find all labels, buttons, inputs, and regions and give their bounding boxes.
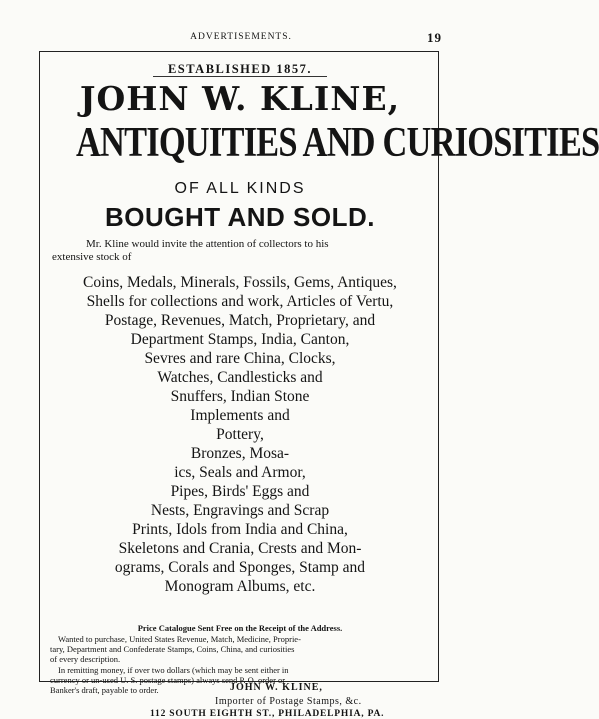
stock-line: Sevres and rare China, Clocks, xyxy=(144,350,336,367)
intro-line: extensive stock of xyxy=(52,251,132,263)
intro-line: Mr. Kline would invite the attention of collectors to his xyxy=(86,238,329,250)
stock-line: Postage, Revenues, Match, Proprietary, and xyxy=(104,312,376,329)
page-number: 19 xyxy=(427,30,442,45)
remit-line: currency or un-used U. S. postage stamps) always send P. O. order or xyxy=(50,675,286,685)
catalogue-note: Price Catalogue Sent Free on the Receipt of the Address. xyxy=(137,623,343,633)
established-line: ESTABLISHED 1857. xyxy=(167,62,313,76)
stock-line: ograms, Corals and Sponges, Stamp and xyxy=(114,559,366,576)
stock-line: Implements and xyxy=(190,407,290,424)
wanted-paragraph xyxy=(50,634,430,664)
stock-line: Monogram Albums, etc. xyxy=(164,578,316,595)
stock-line: Nests, Engravings and Scrap xyxy=(150,502,330,519)
intro-text xyxy=(52,238,430,264)
tagline: BOUGHT AND SOLD. xyxy=(105,202,375,232)
subhead: OF ALL KINDS xyxy=(174,180,306,197)
stock-line: Watches, Candlesticks and xyxy=(157,369,323,386)
stock-line: Shells for collections and work, Articles of Vertu, xyxy=(86,293,394,310)
remit-line: Banker's draft, payable to order. xyxy=(50,685,159,695)
signature-title: Importer of Postage Stamps, &c. xyxy=(215,696,362,707)
advertiser-name: JOHN W. KLINE, xyxy=(79,79,401,118)
signature-name: JOHN W. KLINE, xyxy=(230,682,323,693)
stock-line: Snuffers, Indian Stone xyxy=(170,388,310,405)
advertisement-box xyxy=(39,51,599,719)
wanted-line: Wanted to purchase, United States Revenue, Match, Medicine, Proprie- xyxy=(58,634,301,644)
remit-line: In remitting money, if over two dollars (which may be sent either in xyxy=(58,665,289,675)
stock-line: Pipes, Birds' Eggs and xyxy=(170,483,310,500)
running-head xyxy=(40,32,442,46)
stock-line: Skeletons and Crania, Crests and Mon- xyxy=(118,540,362,557)
stock-line: Bronzes, Mosa- xyxy=(190,445,290,462)
running-head-title: ADVERTISEMENTS. xyxy=(190,32,292,42)
headline: ANTIQUITIES AND CURIOSITIES xyxy=(76,120,599,166)
wanted-line: tary, Department and Confederate Stamps, Coins, China, and curiosities xyxy=(50,644,295,654)
stock-line: Department Stamps, India, Canton, xyxy=(130,331,350,348)
stock-line: Pottery, xyxy=(216,426,264,443)
stock-line: Coins, Medals, Minerals, Fossils, Gems, Antiques, xyxy=(83,274,397,291)
wanted-line: of every description. xyxy=(50,654,121,664)
stock-line: Prints, Idols from India and China, xyxy=(132,521,348,538)
stock-line: ics, Seals and Armor, xyxy=(174,464,306,481)
established-rule xyxy=(153,76,327,77)
signature-address: 112 SOUTH EIGHTH ST., PHILADELPHIA, PA. xyxy=(150,709,385,719)
